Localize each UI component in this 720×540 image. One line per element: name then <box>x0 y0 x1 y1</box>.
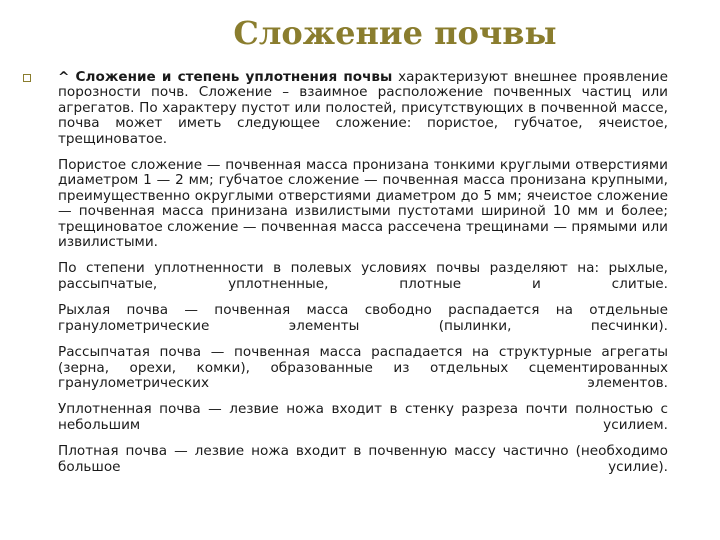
paragraph-dense-soil: Плотная почва — лезвие ножа входит в почвенную массу частично (необходимо большое усилие). <box>58 443 668 475</box>
intro-text: характеризуют внешнее проявление порозности почв. Сложение – взаимное расположение почвенных частиц или агрегатов. По характеру пустот или полостей, присутствующих в почвенной массе, почва может иметь следующее сложение: пористое, губчатое, ячеистое, трещиноватое. <box>58 69 668 147</box>
paragraph-density-classes: По степени уплотненности в полевых условиях почвы разделяют на: рыхлые, рассыпчатые, уплотненные, плотные и слитые. <box>58 260 668 292</box>
intro-paragraph <box>58 70 668 147</box>
square-bullet-icon <box>23 74 31 82</box>
paragraph-structure-types: Пористое сложение — почвенная масса пронизана тонкими круглыми отверстиями диаметром 1 — 2 мм; губчатое сложение — почвенная масса пронизана крупными, преимущественно округлыми отверстиями диаметром до 5 мм; ячеистое сложение — почвенная масса принизана извилистыми пустотами шириной 10 мм и более; трещиноватое сложение — почвенная масса рассечена трещинами — прямыми или извилистыми. <box>58 157 668 251</box>
slide-title: Сложение почвы <box>233 14 557 52</box>
paragraph-loose-soil: Рыхлая почва — почвенная масса свободно распадается на отдельные гранулометрические элементы (пылинки, песчинки). <box>58 302 668 334</box>
intro-bold-lead: ^ Сложение и степень уплотнения почвы <box>58 69 393 85</box>
slide-body <box>58 70 668 486</box>
paragraph-compacted-soil: Уплотненная почва — лезвие ножа входит в стенку разреза почти полностью с небольшим усилием. <box>58 401 668 433</box>
paragraph-crumbly-soil: Рассыпчатая почва — почвенная масса распадается на структурные агрегаты (зерна, орехи, комки), образованные из отдельных сцементированных гранулометрических элементов. <box>58 344 668 391</box>
